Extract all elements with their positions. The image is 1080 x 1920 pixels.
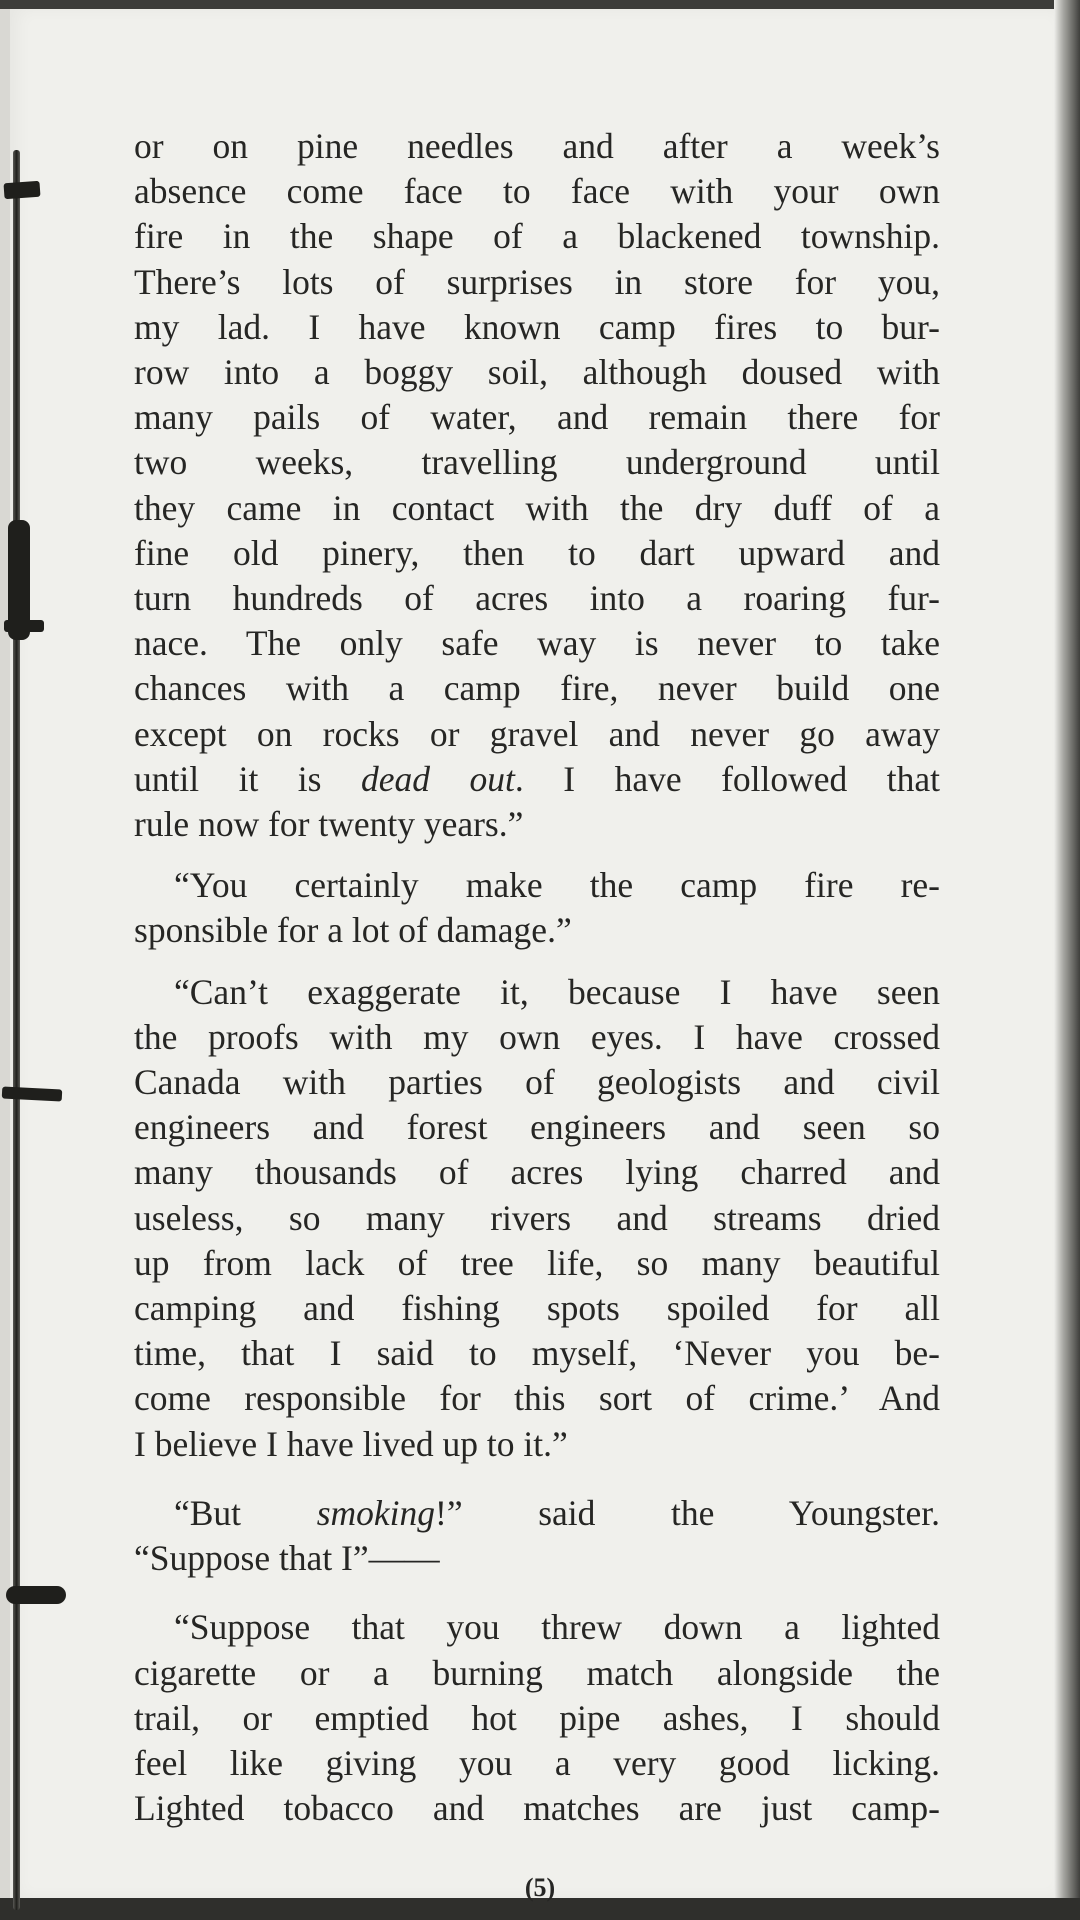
paragraph: [134, 1491, 940, 1581]
text-line: camping and fishing spots spoiled for all: [134, 1288, 940, 1329]
text-line: cigarette or a burning match alongside the: [134, 1652, 940, 1693]
text-segment: . I have followed that: [514, 758, 940, 799]
text-line: many thousands of acres lying charred and: [134, 1152, 940, 1193]
text-line: Lighted tobacco and matches are just camp-: [134, 1788, 940, 1829]
text-line: “Suppose that you threw down a lighted: [174, 1607, 940, 1648]
text-segment: “But: [174, 1492, 317, 1533]
text-line: rule now for twenty years.”: [134, 804, 524, 845]
text-line: the proofs with my own eyes. I have crossed: [134, 1016, 940, 1057]
paragraph: [134, 863, 940, 953]
binding-thread: [13, 150, 20, 1910]
text-line: feel like giving you a very good licking.: [134, 1742, 940, 1783]
text-line: two weeks, travelling underground until: [134, 442, 940, 483]
text-line: or on pine needles and after a week’s: [134, 126, 940, 166]
text-line: trail, or emptied hot pipe ashes, I should: [134, 1697, 940, 1738]
page-right-edge-shadow: [1054, 0, 1080, 1920]
text-line: they came in contact with the dry duff of a: [134, 487, 940, 528]
text-line: “Suppose that I”——: [134, 1538, 440, 1579]
text-line: sponsible for a lot of damage.”: [134, 910, 572, 951]
italic-text: dead out: [361, 758, 515, 799]
text-line: Canada with parties of geologists and civil: [134, 1062, 940, 1103]
text-segment: until it is: [134, 758, 361, 799]
text-line: fire in the shape of a blackened township.: [134, 216, 940, 257]
text-line: engineers and forest engineers and seen so: [134, 1107, 940, 1148]
scan-top-edge: [0, 0, 1080, 9]
text-line: up from lack of tree life, so many beautiful: [134, 1242, 940, 1283]
text-line: There’s lots of surprises in store for you,: [134, 261, 940, 302]
text-line: nace. The only safe way is never to take: [134, 623, 940, 664]
text-line: except on rocks or gravel and never go away: [134, 713, 940, 754]
page-number: (5): [524, 1873, 556, 1902]
text-line-with-italic: [134, 757, 940, 802]
binding-stitch: [2, 1086, 63, 1101]
text-segment: !” said the Youngster.: [435, 1492, 940, 1533]
text-line: absence come face to face with your own: [134, 171, 940, 212]
book-spine-binding: [0, 0, 50, 1920]
binding-stitch: [6, 1586, 66, 1604]
paragraph: [134, 1605, 940, 1831]
paragraph: [134, 970, 940, 1467]
page-body-text: [134, 124, 940, 1831]
text-line: time, that I said to myself, ‘Never you be-: [134, 1333, 940, 1374]
text-line: turn hundreds of acres into a roaring fur-: [134, 578, 940, 619]
paragraph: [134, 124, 940, 847]
text-line: chances with a camp fire, never build one: [134, 668, 940, 709]
text-line: come responsible for this sort of crime.’ And: [134, 1378, 940, 1419]
text-line: “Can’t exaggerate it, because I have seen: [174, 971, 940, 1012]
binding-stitch: [3, 181, 40, 199]
binding-stitch: [4, 620, 44, 632]
text-line: I believe I have lived up to it.”: [134, 1423, 568, 1464]
italic-text: smoking: [316, 1492, 436, 1533]
text-line: my lad. I have known camp fires to bur-: [134, 306, 940, 347]
text-line-with-italic: [134, 1491, 940, 1536]
text-line: “You certainly make the camp fire re-: [174, 865, 940, 906]
text-line: many pails of water, and remain there for: [134, 397, 940, 438]
text-line: useless, so many rivers and streams dried: [134, 1197, 940, 1238]
text-line: fine old pinery, then to dart upward and: [134, 532, 940, 573]
text-line: row into a boggy soil, although doused with: [134, 352, 940, 393]
